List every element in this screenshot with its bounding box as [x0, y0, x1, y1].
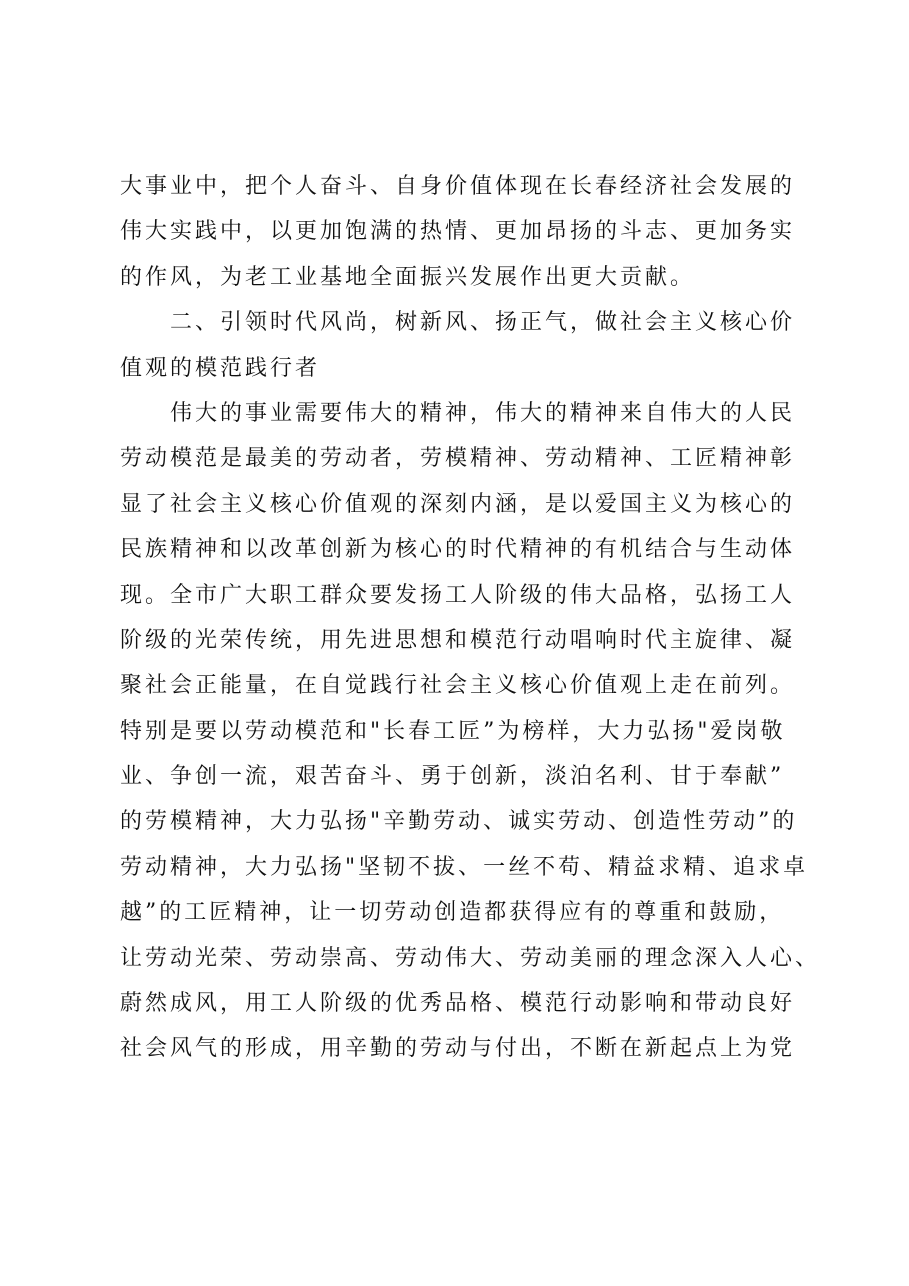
text-line: 劳动模范是最美的劳动者，劳模精神、劳动精神、工匠精神彰	[120, 446, 796, 472]
paragraph-first-line: 二、引领时代风尚，树新风、扬正气，做社会主义核心价	[170, 310, 796, 336]
text-line: 值观的模范践行者	[120, 355, 321, 381]
text-line: 阶级的光荣传统，用先进思想和模范行动唱响时代主旋律、凝	[120, 627, 796, 653]
text-line: 让劳动光荣、劳动崇高、劳动伟大、劳动美丽的理念深入人心、	[120, 945, 821, 971]
document-body	[120, 164, 821, 1072]
text-line: 现。全市广大职工群众要发扬工人阶级的伟大品格，弘扬工人	[120, 582, 796, 608]
text-line: 伟大实践中，以更加饱满的热情、更加昂扬的斗志、更加务实	[120, 219, 796, 245]
text-line: 民族精神和以改革创新为核心的时代精神的有机结合与生动体	[120, 537, 796, 563]
text-line: 的劳模精神，大力弘扬"辛勤劳动、诚实劳动、创造性劳动”的	[120, 809, 798, 835]
text-line: 大事业中，把个人奋斗、自身价值体现在长春经济社会发展的	[120, 174, 796, 199]
text-line: 业、争创一流，艰苦奋斗、勇于创新，淡泊名利、甘于奉献”	[120, 764, 785, 790]
text-line: 蔚然成风，用工人阶级的优秀品格、模范行动影响和带动良好	[120, 991, 796, 1017]
text-line: 劳动精神，大力弘扬"坚韧不拔、一丝不苟、精益求精、追求卓	[120, 854, 809, 880]
text-line: 社会风气的形成，用辛勤的劳动与付出，不断在新起点上为党	[120, 1036, 796, 1062]
paragraph-first-line: 伟大的事业需要伟大的精神，伟大的精神来自伟大的人民	[170, 400, 796, 426]
text-line: 特别是要以劳动模范和"长春工匠”为榜样，大力弘扬"爱岗敬	[120, 718, 786, 744]
text-line: 聚社会正能量，在自觉践行社会主义核心价值观上走在前列。	[120, 673, 796, 699]
text-line: 越”的工匠精神，让一切劳动创造都获得应有的尊重和鼓励，	[120, 900, 785, 926]
text-line: 显了社会主义核心价值观的深刻内涵，是以爱国主义为核心的	[120, 491, 796, 517]
text-line: 的作风，为老工业基地全面振兴发展作出更大贡献。	[120, 264, 696, 290]
